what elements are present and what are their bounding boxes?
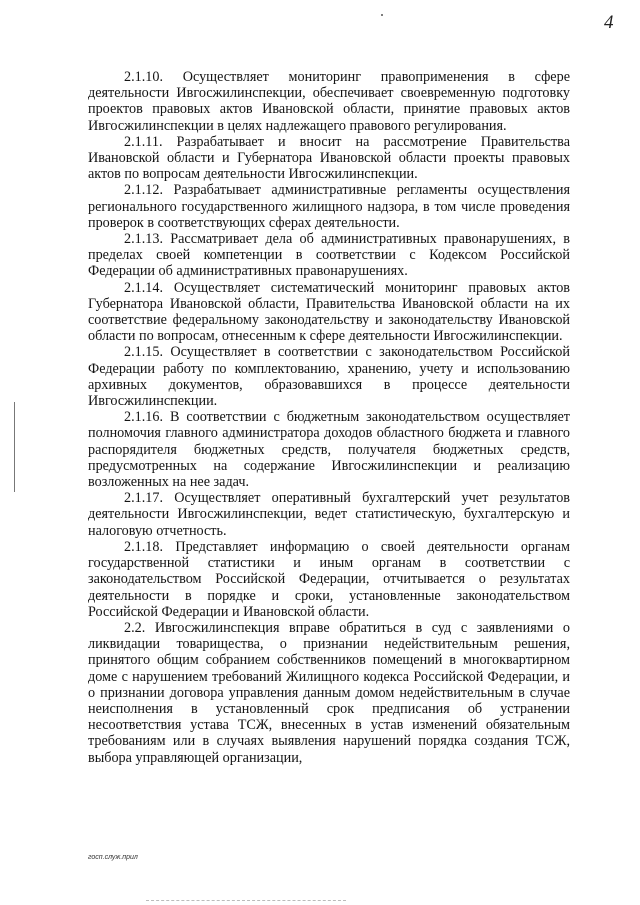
paragraph-2-1-11: 2.1.11. Разрабатывает и вносит на рассмотрение Правительства Ивановской области и Губернатора Ивановской области проекты правовых актов по вопросам деятельности Ивгосжилинспекции. <box>88 133 570 183</box>
scan-edge-dash <box>146 900 346 902</box>
page-number: 4 <box>604 12 614 33</box>
paragraph-2-1-17: 2.1.17. Осуществляет оперативный бухгалтерский учет результатов деятельности Ивгосжилинспекции, ведет статистическую, бухгалтерскую и налоговую отчетность. <box>88 490 570 539</box>
paragraph-2-1-18: 2.1.18. Представляет информацию о своей деятельности органам государственной статистики и иным органам в соответствии с законодательством Российской Федерации, отчитывается о результатах деятельности в порядке и сроки, установленные законодательством Российской Федерации и Ивановской области. <box>88 538 570 620</box>
paragraph-2-1-16: 2.1.16. В соответствии с бюджетным законодательством осуществляет полномочия главного администратора доходов областного бюджета и главного распорядителя бюджетных средств, получателя бюджетных средств, предусмотренных на содержание Ивгосжилинспекции и реализацию возложенных на нее задач. <box>88 409 570 491</box>
document-body <box>88 69 570 766</box>
scan-speck <box>381 14 383 16</box>
paragraph-2-1-12: 2.1.12. Разрабатывает административные регламенты осуществления регионального государственного жилищного надзора, в том числе проведения проверок в соответствующих сферах деятельности. <box>88 182 570 231</box>
paragraph-2-1-10: 2.1.10. Осуществляет мониторинг правоприменения в сфере деятельности Ивгосжилинспекции, обеспечивает своевременную подготовку проектов правовых актов Ивановской области, принятие правовых актов Ивгосжилинспекции в целях надлежащего правового регулирования. <box>88 69 570 134</box>
paragraph-2-1-14: 2.1.14. Осуществляет систематический мониторинг правовых актов Губернатора Ивановской области, Правительства Ивановской области на их соответствие федеральному законодательству и законодательству Ивановской области по вопросам, отнесенным к сфере деятельности Ивгосжилинспекции. <box>88 279 570 345</box>
paragraph-2-1-13: 2.1.13. Рассматривает дела об административных правонарушениях, в пределах своей компетенции в соответствии с Кодексом Российской Федерации об административных правонарушениях. <box>88 231 570 280</box>
footer-file-code: госп.служ.прил <box>88 854 138 861</box>
margin-scan-mark <box>14 402 15 492</box>
paragraph-2-2: 2.2. Ивгосжилинспекция вправе обратиться в суд с заявлениями о ликвидации товарищества, о признании недействительным решения, принятого общим собранием собственников помещений в многоквартирном доме с нарушением требований Жилищного кодекса Российской Федерации, и о признании договора управления данным домом недействительным в случае неисполнения в установленный срок предписания об устранении несоответствия устава ТСЖ, внесенных в устав изменений обязательным требованиям или в случаях выявления нарушений порядка создания ТСЖ, выбора управляющей организации, <box>88 619 570 766</box>
paragraph-2-1-15: 2.1.15. Осуществляет в соответствии с законодательством Российской Федерации работу по комплектованию, хранению, учету и использованию архивных документов, образовавшихся в процессе деятельности Ивгосжилинспекции. <box>88 344 570 410</box>
